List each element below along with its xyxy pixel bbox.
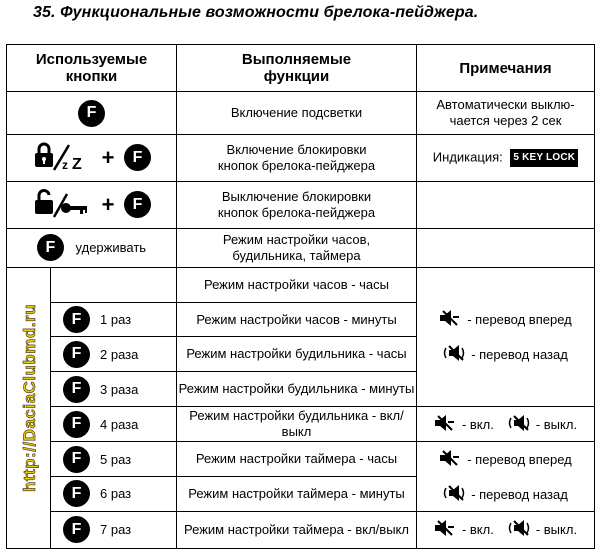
f-button-icon: F [63,341,90,368]
key-lock-indicator: 5 KEY LOCK [510,149,578,167]
count-cell: F 2 раза [51,337,177,372]
function-cell: Включение подсветки [177,92,417,135]
sound-off-icon [443,344,465,365]
function-cell: Режим настройки таймера - вкл/выкл [177,511,417,548]
button-cell [7,228,177,267]
function-cell: Режим настройки таймера - минуты [177,477,417,512]
note-cell-time-adjust: - перевод вперед - перевод назад [417,442,595,512]
table-row [7,135,595,181]
svg-text:Z: Z [71,156,82,172]
function-cell: Режим настройки часов - часы [177,267,417,302]
watermark-column [7,267,51,548]
table-row [7,407,595,442]
note-cell-on-off: - вкл. - выкл. [417,511,595,548]
table-row [7,511,595,548]
button-cell [7,135,177,181]
svg-text:z: z [61,158,68,172]
f-button-icon: F [63,306,90,333]
function-cell: Режим настройки таймера - часы [177,442,417,477]
count-cell: F 1 раз [51,302,177,337]
note-cell: Автоматически выклю- чается через 2 сек [417,92,595,135]
header-functions: Выполняемые функции [177,45,417,92]
note-cell [417,228,595,267]
plus-sign: + [101,144,115,170]
table-header-row [7,45,595,92]
function-cell: Включение блокировки кнопок брелока-пейджера [177,135,417,181]
note-cell [417,181,595,228]
function-cell: Режим настройки будильника - вкл/выкл [177,407,417,442]
sound-on-icon [439,449,461,470]
table-row [7,228,595,267]
sound-on-icon [434,519,456,540]
table-row [7,267,595,302]
header-notes: Примечания [417,45,595,92]
count-cell [51,267,177,302]
header-buttons: Используемые кнопки [7,45,177,92]
page-title: 35. Функциональные возможности брелока-пейджера. [33,4,479,21]
button-cell [7,181,177,228]
note-cell-time-adjust: - перевод вперед - перевод назад [417,267,595,407]
features-table [6,44,595,549]
f-button-icon: F [37,234,64,261]
f-button-icon: F [63,376,90,403]
f-button-icon: F [124,191,151,218]
sound-on-icon [439,309,461,330]
function-cell: Режим настройки часов, будильника, таймера [177,228,417,267]
sound-off-icon [508,519,530,540]
note-cell-on-off: - вкл. - выкл. [417,407,595,442]
f-button-icon: F [63,480,90,507]
f-button-icon: F [63,446,90,473]
table-row [7,442,595,477]
count-cell: F 5 раз [51,442,177,477]
plus-sign: + [101,191,115,217]
f-button-icon: F [78,100,105,127]
lock-closed-zz-icon [32,141,92,174]
count-cell: F 6 раз [51,477,177,512]
hold-label: удерживать [75,240,147,256]
sound-off-icon [443,484,465,505]
function-cell: Режим настройки часов - минуты [177,302,417,337]
button-cell [7,92,177,135]
count-cell: F 4 раза [51,407,177,442]
sound-on-icon [434,414,456,435]
table-row [7,181,595,228]
f-button-icon: F [63,516,90,543]
watermark-text: http://DaciaClubmd.ru [20,303,39,492]
count-cell: F 7 раз [51,511,177,548]
table-row [7,92,595,135]
note-cell: Индикация: 5 KEY LOCK [417,135,595,181]
function-cell: Выключение блокировки кнопок брелока-пейджера [177,181,417,228]
lock-open-key-icon [32,188,92,221]
sound-off-icon [508,414,530,435]
count-cell: F 3 раза [51,372,177,407]
function-cell: Режим настройки будильника - часы [177,337,417,372]
function-cell: Режим настройки будильника - минуты [177,372,417,407]
f-button-icon: F [124,144,151,171]
f-button-icon: F [63,411,90,438]
